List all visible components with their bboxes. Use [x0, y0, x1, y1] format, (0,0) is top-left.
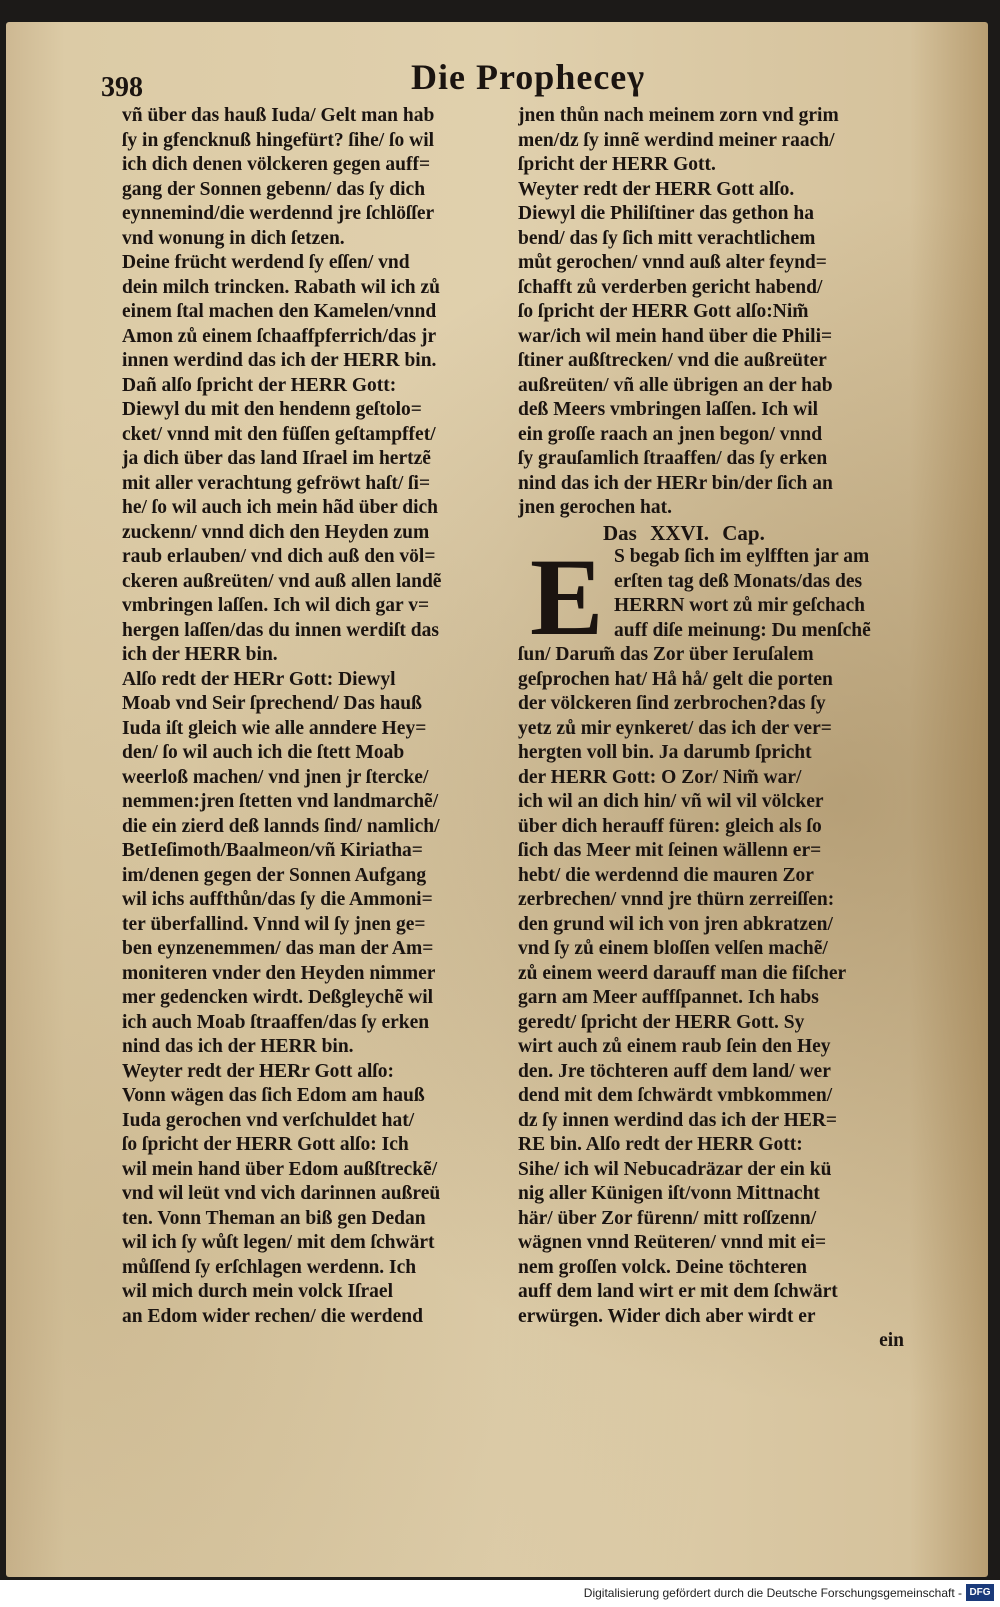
text-line: ſo ſpricht der HERR Gott alſo: Ich: [122, 1134, 409, 1155]
text-line: he/ ſo wil auch ich mein hãd über dich: [122, 497, 439, 518]
text-line: här/ über Zor fürenn/ mitt roſſzenn/: [518, 1207, 817, 1229]
text-line: ich auch Moab ſtraaffen/das ſy erken: [122, 1011, 430, 1033]
text-line: vmbringen laſſen. Ich wil dich gar v=: [122, 595, 430, 616]
text-line: yetz zů mir eynkeret/ das ich der ver=: [518, 717, 832, 739]
text-line: Diewyl die Philiſtiner das gethon ha: [518, 203, 814, 224]
text-line: ja dich über das land Iſrael im hertzẽ: [122, 448, 431, 469]
text-line: ein groſſe raach an jnen begon/ vnnd: [518, 423, 823, 445]
footer-bar: [0, 1580, 1000, 1607]
text-line: wirt auch zů einem raub ſein den Hey: [518, 1036, 831, 1057]
text-line: garn am Meer auffſpannet. Ich habs: [518, 987, 819, 1008]
text-line: wil mich durch mein volck Iſrael: [122, 1281, 394, 1302]
text-line: im/denen gegen der Sonnen Aufgang: [122, 864, 427, 886]
left-column: [122, 104, 522, 1329]
text-line: Vonn wägen das ſich Edom am hauß: [122, 1085, 425, 1106]
text-line: hergen laſſen/das du innen werdiſt das: [122, 619, 439, 641]
text-line: der HERR Gott: O Zor/ Nim̃ war/: [518, 766, 802, 788]
text-line: dein milch trincken. Rabath wil ich zů: [122, 276, 440, 298]
text-line: hebt/ die werdennd die mauren Zor: [518, 864, 814, 886]
text-line: ich dich denen völckeren gegen auff=: [122, 154, 431, 175]
text-line: zerbrechen/ vnnd jre thürn zerreiſſen:: [518, 889, 835, 910]
text-line: ſy in gfencknuß hingefürt? ſihe/ ſo wil: [122, 129, 435, 151]
text-line: weerloß machen/ vnd jnen jr ſtercke/: [122, 766, 429, 788]
text-line: vñ über das hauß Iuda/ Gelt man hab: [122, 105, 435, 126]
text-line: geredt/ ſpricht der HERR Gott. Sy: [518, 1011, 805, 1033]
text-line: Weyter redt der HERr Gott alſo:: [122, 1060, 395, 1082]
text-line: Iuda gerochen vnd verſchuldet hat/: [122, 1109, 415, 1131]
text-line: geſprochen hat/ Hå hå/ gelt die porten: [518, 668, 833, 690]
text-line: ſo ſpricht der HERR Gott alſo:Nim̃: [518, 301, 809, 322]
chapter-heading: Das XXVI. Cap.: [603, 520, 765, 545]
text-line: vnd wil leüt vnd vich darinnen außreü: [122, 1183, 441, 1204]
text-line: Sihe/ ich wil Nebucadräzar der ein kü: [518, 1158, 832, 1180]
text-line: RE bin. Alſo redt der HERR Gott:: [518, 1134, 803, 1155]
text-line: jnen gerochen hat.: [518, 497, 673, 518]
text-line: dz ſy innen werdind das ich der HER=: [518, 1109, 838, 1131]
text-line: auff dem land wirt er mit dem ſchwärt: [518, 1281, 838, 1302]
text-line: ich wil an dich hin/ vñ wil vil völcker: [518, 791, 824, 812]
catchword: ein: [879, 1330, 904, 1351]
text-line: ſich das Meer mit ſeinen wällenn er=: [518, 840, 822, 861]
text-line: zuckenn/ vnnd dich den Heyden zum: [122, 521, 430, 543]
dfg-logo: DFG: [966, 1584, 994, 1601]
text-line: HERRN wort zů mir geſchach: [614, 595, 865, 616]
text-line: ſun/ Darum̃ das Zor über Ieruſalem: [518, 644, 814, 665]
text-line: Iuda iſt gleich wie alle anndere Hey=: [122, 717, 427, 739]
text-line: war/ich wil mein hand über die Phili=: [518, 325, 833, 347]
text-line: außreüten/ vñ alle übrigen an der hab: [518, 374, 833, 396]
right-column-bottom-text: [518, 545, 910, 1329]
text-line: ſy grauſamlich ſtraaffen/ das ſy erken: [518, 448, 828, 469]
text-line: nem groſſen volck. Deine töchteren: [518, 1256, 808, 1278]
text-line: ich der HERR bin.: [122, 644, 278, 665]
text-line: Moab vnd Seir ſprechend/ Das hauß: [122, 693, 422, 714]
text-line: deß Meers vmbringen laſſen. Ich wil: [518, 399, 819, 420]
text-line: Alſo redt der HERr Gott: Diewyl: [122, 668, 396, 690]
text-line: můt gerochen/ vnnd auß alter feynd=: [518, 252, 827, 273]
text-line: jnen thůn nach meinem zorn vnd grim: [518, 105, 839, 126]
text-line: cket/ vnnd mit den füſſen geſtampffet/: [122, 423, 436, 445]
right-column-top-text: [518, 104, 910, 521]
text-line: den. Jre töchteren auff dem land/ wer: [518, 1060, 831, 1082]
text-line: ſtiner außſtrecken/ vnd die außreüter: [518, 350, 827, 371]
text-line: mit aller verachtung gefröwt haſt/ ſi=: [122, 472, 431, 494]
funding-credit: Digitalisierung gefördert durch die Deutsche Forschungsgemeinschaft -: [583, 1586, 962, 1600]
text-line: můſſend ſy erſchlagen werdenn. Ich: [122, 1256, 417, 1278]
text-line: nemmen:jren ſtetten vnd landmarchẽ/: [122, 791, 439, 812]
text-line: Amon zů einem ſchaaffpferrich/das jr: [122, 325, 437, 347]
text-line: wil ichs auffthůn/das ſy die Ammoni=: [122, 889, 433, 910]
book-page: [6, 22, 988, 1577]
text-line: nind das ich der HERr bin/der ſich an: [518, 472, 833, 494]
text-line: wil mein hand über Edom außſtreckẽ/: [122, 1158, 438, 1180]
text-line: vnd ſy zů einem bloſſen velſen machẽ/: [518, 938, 828, 959]
text-line: zů einem weerd darauff man die fiſcher: [518, 962, 847, 984]
text-line: die ein zierd deß lannds ſind/ namlich/: [122, 815, 440, 837]
text-line: dend mit dem ſchwärdt vmbkommen/: [518, 1085, 833, 1106]
text-line: ſpricht der HERR Gott.: [518, 154, 716, 175]
text-line: einem ſtal machen den Kamelen/vnnd: [122, 301, 437, 322]
right-column: [518, 104, 910, 1354]
text-line: wil ich ſy wůſt legen/ mit dem ſchwärt: [122, 1232, 435, 1253]
text-line: BetIeſimoth/Baalmeon/vñ Kiriatha=: [122, 840, 423, 861]
text-line: ter überfallind. Vnnd wil ſy jnen ge=: [122, 913, 426, 935]
running-head: Die Propheceγ: [411, 57, 646, 97]
text-line: innen werdind das ich der HERR bin.: [122, 350, 437, 371]
text-line: der völckeren ſind zerbrochen?das ſy: [518, 693, 826, 714]
text-line: eynnemind/die werdennd jre ſchlöſſer: [122, 203, 435, 224]
text-line: erſten tag deß Monats/das des: [614, 570, 863, 592]
text-line: hergten voll bin. Ja darumb ſpricht: [518, 742, 812, 763]
text-line: Deine frücht werdend ſy eſſen/ vnd: [122, 252, 410, 273]
text-line: moniteren vnder den Heyden nimmer: [122, 962, 436, 984]
text-line: vnd wonung in dich ſetzen.: [122, 227, 345, 249]
text-line: gang der Sonnen gebenn/ das ſy dich: [122, 178, 426, 200]
text-line: ſchafft zů verderben gericht habend/: [518, 276, 823, 298]
text-line: Weyter redt der HERR Gott alſo.: [518, 178, 795, 200]
text-line: ben eynzenemmen/ das man der Am=: [122, 938, 434, 959]
drop-cap-initial: E: [530, 536, 604, 658]
text-line: men/dz ſy innẽ werdind meiner raach/: [518, 129, 835, 151]
text-line: ten. Vonn Theman an biß gen Dedan: [122, 1207, 426, 1229]
text-line: über dich herauff füren: gleich als ſo: [518, 815, 822, 837]
text-line: nig aller Künigen iſt/vonn Mittnacht: [518, 1183, 820, 1204]
text-line: raub erlauben/ vnd dich auß den völ=: [122, 546, 436, 567]
text-line: mer gedencken wirdt. Deßgleychẽ wil: [122, 987, 434, 1008]
text-line: erwürgen. Wider dich aber wirdt er: [518, 1305, 816, 1327]
text-line: nind das ich der HERR bin.: [122, 1036, 354, 1057]
text-line: den grund wil ich von jren abkratzen/: [518, 913, 833, 935]
text-line: den/ ſo wil auch ich die ſtett Moab: [122, 742, 405, 763]
text-line: bend/ das ſy ſich mitt verachtlichem: [518, 227, 816, 249]
text-line: S begab ſich im eylfften jar am: [614, 546, 870, 567]
page-number: 398: [101, 72, 143, 103]
text-line: wägnen vnnd Reüteren/ vnnd mit ei=: [518, 1232, 827, 1253]
text-line: ckeren außreüten/ vnd auß allen landẽ: [122, 570, 442, 592]
text-line: Dañ alſo ſpricht der HERR Gott:: [122, 374, 397, 396]
text-line: Diewyl du mit den hendenn geſtolo=: [122, 399, 422, 420]
text-line: auff diſe meinung: Du menſchẽ: [614, 619, 871, 641]
text-line: an Edom wider rechen/ die werdend: [122, 1305, 423, 1327]
